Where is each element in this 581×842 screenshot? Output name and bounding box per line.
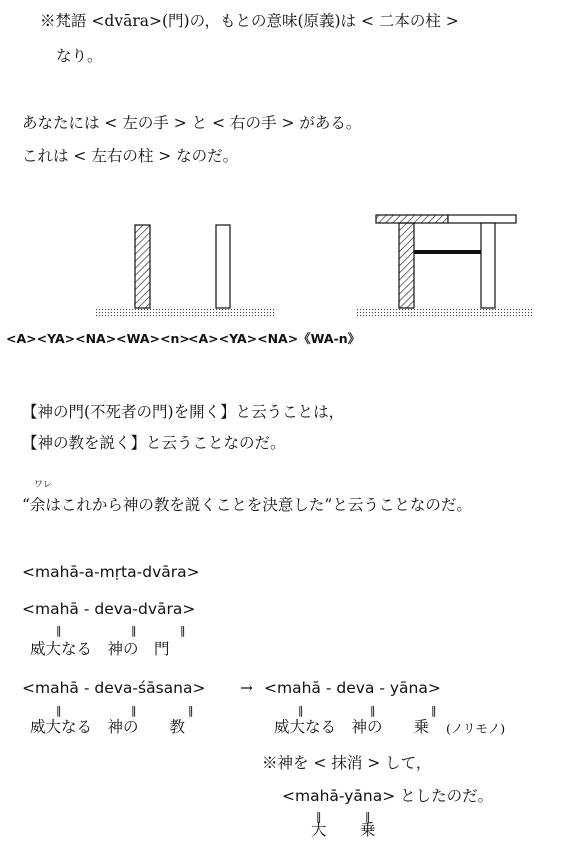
gate-pillar-white [481, 223, 495, 308]
para3-line: “余はこれから神の教を説くことを決意した”と云うことなのだ。 [22, 496, 472, 514]
figure-label-right: <A><YA><NA>《WA-n》 [188, 331, 361, 346]
erase-note: ※神を < 抹消 > して， [262, 754, 432, 772]
equals-mark: ‖ [56, 624, 62, 637]
equals-mark: ‖ [180, 624, 186, 637]
ground-left [96, 307, 274, 318]
gloss-line-3-left: 威大なる 神の 教 [30, 718, 186, 736]
equals-mark: ‖ [56, 704, 62, 717]
arrow: → [240, 679, 253, 697]
sanskrit-line-4: <mahā-yāna> としたのだ。 [282, 787, 494, 805]
ground-right [356, 307, 534, 318]
gloss-dai: 大 [311, 821, 327, 839]
gloss-line-2: 威大なる 神の 門 [30, 640, 170, 658]
gloss-jou: 乗 [360, 821, 376, 839]
para2-line-1: 【神の門(不死者の門)を開く】と云うことは， [22, 403, 345, 421]
gate-beam-hatched [376, 215, 448, 223]
gloss-line-3-right: 威大なる 神の 乗 [274, 718, 430, 736]
equals-mark: ‖ [370, 704, 376, 717]
para1-line-1: あなたには < 左の手 > と < 右の手 > がある。 [22, 114, 362, 132]
pillar-left-hatched [135, 225, 150, 308]
gate-pillar-hatched [399, 223, 414, 308]
equals-mark: ‖ [365, 810, 371, 823]
equals-mark: ‖ [316, 810, 322, 823]
para1-line-2: これは < 左右の柱 > なのだ。 [22, 147, 239, 165]
gate-crossbar [414, 250, 481, 254]
equals-mark: ‖ [131, 704, 137, 717]
para2-line-2: 【神の教を説く】と云うことなのだ。 [22, 434, 286, 452]
sanskrit-line-2: <mahā - deva-dvāra> [22, 600, 196, 618]
pillars-figure [0, 0, 581, 360]
pillar-left-white [216, 225, 230, 308]
equals-mark: ‖ [188, 704, 194, 717]
note-line-1: ※梵語 <dvāra>(門)の，もとの意味(原義)は < 二本の柱 > [40, 12, 459, 30]
ruby-ware: ワレ [34, 480, 53, 490]
sanskrit-line-1: <mahā-a-mṛta-dvāra> [22, 563, 200, 581]
sanskrit-line-3-left: <mahā - deva-śāsana> [22, 679, 206, 697]
equals-mark: ‖ [131, 624, 137, 637]
note-line-2: なり。 [56, 47, 103, 65]
gate-beam-white [448, 215, 516, 223]
sanskrit-line-3-right: <mahā - deva - yāna> [264, 679, 441, 697]
figure-label-left: <A><YA><NA><WA><n> [6, 331, 190, 346]
equals-mark: ‖ [298, 704, 304, 717]
equals-mark: ‖ [431, 704, 437, 717]
gloss-note-norimono: (ノリモノ) [446, 721, 506, 736]
